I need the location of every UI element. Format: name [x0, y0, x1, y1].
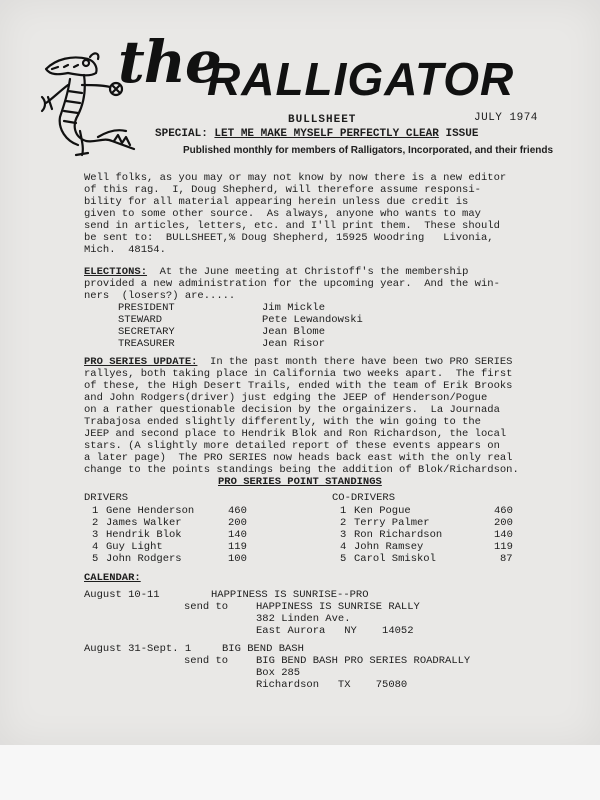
text-line: send in articles, letters, etc. and I'll print them. These should [84, 220, 500, 232]
event-date: August 10-11 [84, 589, 160, 601]
newsletter-name: BULLSHEET [288, 114, 357, 126]
text-line: In the past month there have been two PRO SERIES [197, 356, 513, 368]
text-line: ners (losers?) are..... [84, 290, 236, 302]
text-line: stars. (A slightly more detailed report of these events appears on [84, 440, 500, 452]
event-address-line: HAPPINESS IS SUNRISE RALLY [256, 601, 420, 613]
page-margin [0, 745, 600, 800]
text-line: Well folks, as you may or may not know by now there is a new editor [84, 172, 507, 184]
standing-name: Guy Light [106, 541, 163, 553]
text-line: Mich. 48154. [84, 244, 166, 256]
officer-role: SECRETARY [118, 326, 175, 338]
pro-series-section [84, 356, 519, 476]
masthead-prefix: the [118, 28, 221, 96]
special-suffix: ISSUE [445, 128, 479, 140]
standing-points: 140 [494, 529, 513, 541]
pro-series-heading: PRO SERIES UPDATE: [84, 356, 198, 368]
officer-role: STEWARD [118, 314, 163, 326]
standing-points: 460 [228, 505, 247, 517]
event-name: HAPPINESS IS SUNRISE--PRO [211, 589, 369, 601]
standing-name: Ron Richardson [354, 529, 443, 541]
intro-paragraph [84, 172, 506, 256]
masthead-title: RALLIGATOR [207, 53, 515, 105]
standing-rank: 4 [92, 541, 99, 553]
text-line: be sent to: BULLSHEET,% Doug Shepherd, 15925 Woodring Livonia, [84, 232, 494, 244]
text-line: Trabajosa ended slightly differently, with the win going to the [84, 416, 481, 428]
standing-rank: 1 [340, 505, 347, 517]
event-address-line: BIG BEND BASH PRO SERIES ROADRALLY [256, 655, 471, 667]
officer-name: Jim Mickle [262, 302, 326, 314]
calendar-heading: CALENDAR: [84, 572, 141, 584]
officer-role: PRESIDENT [118, 302, 175, 314]
standing-rank: 3 [340, 529, 347, 541]
standing-rank: 3 [92, 529, 99, 541]
event-name: BIG BEND BASH [222, 643, 304, 655]
standing-rank: 2 [340, 517, 347, 529]
event-address-line: 382 Linden Ave. [256, 613, 351, 625]
special-label: SPECIAL: [155, 128, 208, 140]
issue-date: JULY 1974 [474, 112, 538, 124]
text-line: a later page) The PRO SERIES now heads back east with the only real [84, 452, 513, 464]
special-text: LET ME MAKE MYSELF PERFECTLY CLEAR [214, 128, 439, 140]
text-line: bility for all material appearing herein unless due credit is [84, 196, 469, 208]
special-issue-line [155, 128, 478, 140]
standing-points: 460 [494, 505, 513, 517]
standing-points: 200 [228, 517, 247, 529]
publication-notice: Published monthly for members of Ralligators, Incorporated, and their friends [183, 145, 554, 156]
text-line: on a rather questionable decision by the orgainizers. La Journada [84, 404, 500, 416]
standing-rank: 5 [340, 553, 347, 565]
event-address-line: East Aurora NY 14052 [256, 625, 414, 637]
text-line: At the June meeting at Christoff's the membership [147, 266, 469, 278]
standing-name: Hendrik Blok [106, 529, 182, 541]
text-line: and John Rodgers(driver) just edging the JEEP of Henderson/Pogue [84, 392, 488, 404]
standing-rank: 1 [92, 505, 99, 517]
text-line: of these, the High Desert Trails, ended with the team of Erik Brooks [84, 380, 513, 392]
drivers-header: DRIVERS [84, 492, 129, 504]
standing-name: Carol Smiskol [354, 553, 436, 565]
standing-name: John Rodgers [106, 553, 182, 565]
text-line: JEEP and second place to Hendrik Blok and Ron Richardson, the local [84, 428, 507, 440]
elections-section [84, 266, 500, 302]
send-to-label: send to [184, 601, 229, 613]
standings-title: PRO SERIES POINT STANDINGS [218, 476, 382, 488]
standing-points: 119 [228, 541, 247, 553]
standing-name: Ken Pogue [354, 505, 411, 517]
standing-points: 200 [494, 517, 513, 529]
event-date: August 31-Sept. 1 [84, 643, 192, 655]
standing-rank: 2 [92, 517, 99, 529]
standing-rank: 5 [92, 553, 99, 565]
standing-rank: 4 [340, 541, 347, 553]
event-address-line: Richardson TX 75080 [256, 679, 408, 691]
standing-points: 100 [228, 553, 247, 565]
elections-heading: ELECTIONS: [84, 266, 148, 278]
officer-name: Pete Lewandowski [262, 314, 363, 326]
text-line: of this rag. I, Doug Shepherd, will therefore assume responsi- [84, 184, 481, 196]
standing-name: James Walker [106, 517, 182, 529]
text-line: rallyes, both taking place in California two weeks apart. The first [84, 368, 513, 380]
codrivers-header: CO-DRIVERS [332, 492, 396, 504]
standing-name: John Ramsey [354, 541, 424, 553]
standing-points: 119 [494, 541, 513, 553]
officer-role: TREASURER [118, 338, 175, 350]
standing-name: Terry Palmer [354, 517, 430, 529]
text-line: provided a new administration for the upcoming year. And the win- [84, 278, 500, 290]
text-line: change to the points standings being the addition of Blok/Richardson. [84, 464, 519, 476]
officer-name: Jean Risor [262, 338, 326, 350]
text-line: given to some other source. As always, anyone who wants to may [84, 208, 481, 220]
standing-points: 140 [228, 529, 247, 541]
standing-name: Gene Henderson [106, 505, 195, 517]
event-address-line: Box 285 [256, 667, 301, 679]
officer-name: Jean Blome [262, 326, 326, 338]
standing-points: 87 [500, 553, 513, 565]
send-to-label: send to [184, 655, 229, 667]
